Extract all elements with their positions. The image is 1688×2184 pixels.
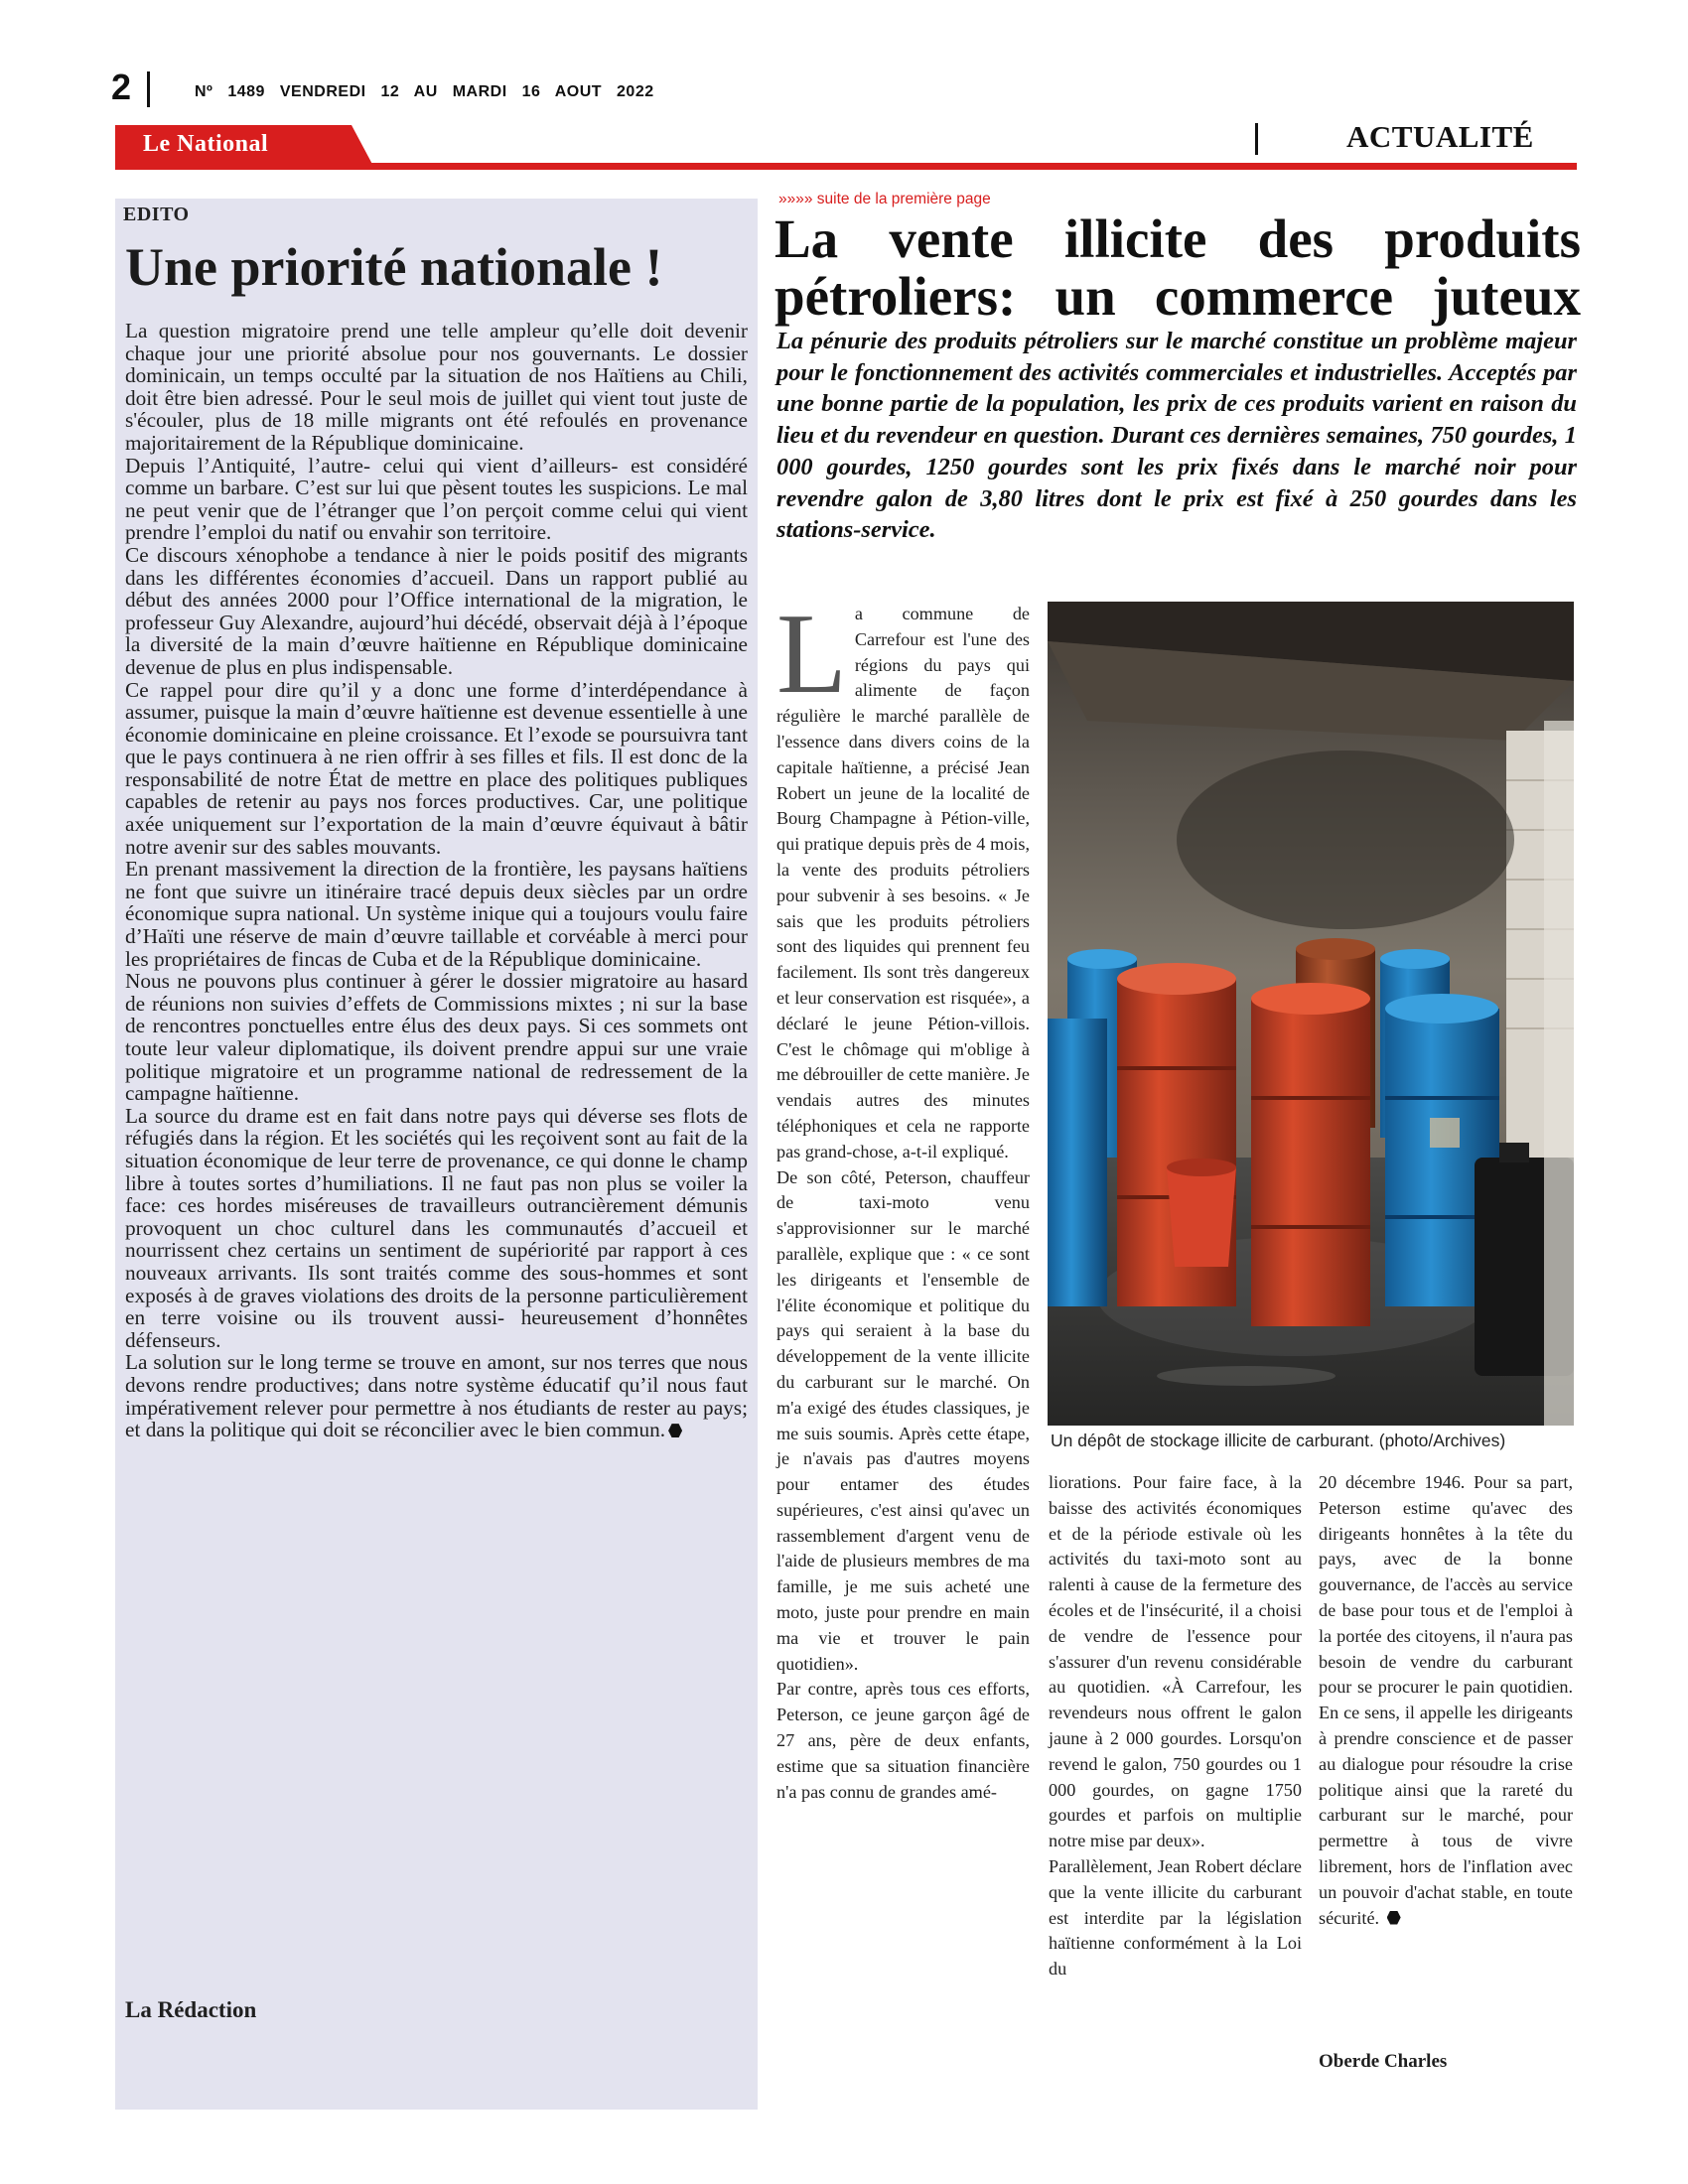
edito-paragraph: En prenant massivement la direction de la frontière, les paysans haïtiens ne font que suivre un itinéraire tracé depuis deux siècles par un ordre économique supra national. Un système inique qui a toujours voulu faire d’Haïti une réserve de main d’œuvre taillable et corvéable à merci pour les propriétaires de fincas de Cuba et de la République dominicaine.: [125, 857, 748, 971]
article-paragraph-text: 20 décembre 1946. Pour sa part, Peterson estime qu'avec des dirigeants honnêtes à la tête du pays, avec de la bonne gouvernance, de l'accès au service de base pour tous et de l'emploi à la portée des citoyens, il n'aura pas besoin de vendre du carburant pour se procurer le pain quotidien. En ce sens, il appelle les dirigeants à prendre conscience et de passer au dialogue pour résoudre la crise politique ainsi que la rareté du carburant sur le marché, pour permettre à tous de vivre librement, hors de l'inflation avec un pouvoir d'achat stable, en toute sécurité.: [1319, 1472, 1573, 1928]
section-divider: [1255, 123, 1258, 155]
issue-date-line: Nº 1489 VENDREDI 12 AU MARDI 16 AOUT 2022: [195, 83, 654, 100]
newspaper-brand: Le National: [143, 131, 269, 157]
article-signature: Oberde Charles: [1319, 2051, 1448, 2072]
article-paragraph: liorations. Pour faire face, à la baisse des activités économiques et de la période estivale où les activités du taxi-moto sont au ralenti à cause de la fermeture des écoles et de l'insécurité, il a choisi de vendre de l'essence pour s'assurer d'un revenu considérable au quotidien. «À Carrefour, les revendeurs nous offrent le galon jaune à 2 000 gourdes. Lorsqu'on revend le galon, 750 gourdes ou 1 000 gourdes, on gagne 1750 gourdes et parfois on multiplie notre mise par deux».: [1049, 1472, 1302, 1851]
article-paragraph: Parallèlement, Jean Robert déclare que la vente illicite du carburant est interdite par la législation haïtienne conformément à la Loi du: [1049, 1855, 1302, 1979]
article-headline: La vente illicite des produits pétroliers: un commerce juteux: [774, 208, 1581, 327]
fuel-drums-photo-illustration: [1048, 602, 1574, 1426]
article-column-2: [1049, 1470, 1302, 1982]
page-number: 2: [111, 67, 132, 107]
article-column-1: [776, 591, 1030, 1805]
article-paragraph: De son côté, Peterson, chauffeur de taxi-moto venu s'approvisionner sur le marché parallèle, explique que : « ce sont les dirigeants et l'ensemble de l'élite économique et politique du pays qui seraient à la base du développement de la vente illicite du carburant sur le marché. On m'a exigé des études classiques, je me suis soumis. Après cette étape, je n'avais pas d'autres moyens pour entamer des études supérieures, c'est ainsi qu'avec un rassemblement d'argent venu de l'aide de plusieurs membres de ma famille, je me suis acheté une moto, juste pour prendre en main ma vie et trouver le pain quotidien».: [776, 1166, 1030, 1674]
article-column-3: [1319, 1470, 1573, 1931]
end-of-article-icon: [668, 1424, 682, 1437]
edito-paragraph: La source du drame est en fait dans notre pays qui déverse ses flots de réfugiés dans la région. Et les sociétés qui les reçoivent sont au fait de la situation économique de leur terre de provenance, ce qui donne le champ libre à toutes sortes d’humiliations. Il ne faut pas non plus se voiler la face: ces hordes miséreuses de travailleurs outrancièrement démunis provoquent un choc culturel dans les communautés d’accueil et nourrissent chez certains un sentiment de supériorité par rapport à ces nouveaux arrivants. Ils sont traités comme des sous-hommes et sont exposés à de graves violations des droits de la personne particulièrement en terre voisine ou ils trouvent aussi- heureusement d’honnêtes défenseurs.: [125, 1103, 748, 1352]
photo-caption: Un dépôt de stockage illicite de carburant. (photo/Archives): [1051, 1431, 1506, 1450]
section-title: ACTUALITÉ: [1346, 119, 1534, 154]
end-of-article-icon: [1387, 1911, 1401, 1925]
edito-paragraph: La question migratoire prend une telle ampleur qu’elle doit devenir chaque jour une priorité absolue pour nos gouvernants. Le dossier dominicain, un temps occulté par la situation de nos Haïtiens au Chili, doit être bien adressé. Pour le seul mois de juillet qui vient tout juste de s'écouler, plus de 18 mille migrants ont été refoulés en provenance majoritairement de la République dominicaine.: [125, 319, 748, 455]
edito-signature: La Rédaction: [125, 1997, 257, 2022]
edito-kicker: EDITO: [123, 204, 190, 225]
page-number-divider: [147, 71, 150, 107]
edito-paragraph: Nous ne pouvons plus continuer à gérer le dossier migratoire au hasard de réunions non suivies d’effets de Commissions mixtes ; ni sur la base de rencontres ponctuelles entre élus des deux pays. Si ces sommets ont toute leur valeur diplomatique, ils doivent prendre appui sur une vraie politique migratoire et un programme national de redressement de la campagne haïtienne.: [125, 969, 748, 1106]
article-paragraph: Par contre, après tous ces efforts, Peterson, ce jeune garçon âgé de 27 ans, père de deux enfants, estime que sa situation financière n'a pas connu de grandes amé-: [776, 1679, 1030, 1802]
edito-paragraph: Ce discours xénophobe a tendance à nier le poids positif des migrants dans les différentes économies d’accueil. Dans un rapport publié au début des années 2000 pour l’Office international de la migration, le professeur Guy Alexandre, aujourd’hui décédé, observait déjà à l’époque la diversité de la main d’œuvre haïtienne en République dominicaine devenue de plus en plus indispensable.: [125, 542, 748, 679]
article-lead: La pénurie des produits pétroliers sur le marché constitue un problème majeur pour le fonctionnement des activités commerciales et industrielles. Acceptés par une bonne partie de la population, les prix de ces produits varient en raison du lieu et du revendeur en question. Durant ces dernières semaines, 750 gourdes, 1 000 gourdes, 1250 gourdes sont les prix fixés dans le marché noir pour revendre galon de 3,80 litres dont le prix est fixé à 250 gourdes dans les stations-service.: [776, 328, 1577, 544]
edito-paragraph: Ce rappel pour dire qu’il y a donc une forme d’interdépendance à assumer, puisque la main d’œuvre haïtienne est devenue essentielle à une économie dominicaine en pleine croissance. Et l’exode se poursuivra tant que le pays continuera à ne rien offrir à ses filles et fils. Il est donc de la responsabilité de notre État de mettre en place des politiques publiques capables de retenir au pays nos forces productives. Car, une politique axée uniquement sur l’exportation de la main d’œuvre équivaut à bâtir notre avenir sur des sables mouvants.: [125, 677, 748, 859]
article-paragraph-last: [1319, 1470, 1573, 1931]
edito-paragraph-text: La solution sur le long terme se trouve en amont, sur nos terres que nous devons rendre productives; dans notre système éducatif qu’il nous faut impérativement relever pour permettre à nos étudiants de rester au pays; et dans la politique qui doit se réconcilier avec le bien commun.: [125, 1350, 748, 1442]
edito-paragraph: Depuis l’Antiquité, l’autre- celui qui vient d’ailleurs- est considéré comme un barbare. C’est sur lui que pèsent toutes les suspicions. Le mal ne peut venir que de l’étranger que l’on perçoit comme celui qui vient prendre l’emploi du natif ou envahir son territoire.: [125, 453, 748, 545]
drop-cap: L: [776, 591, 847, 718]
edito-title: Une priorité nationale !: [125, 237, 663, 297]
edito-paragraph-last: [125, 1351, 748, 1440]
edito-body: [125, 320, 748, 1441]
article-photo: [1048, 602, 1574, 1426]
continued-from-front-page: »»»» suite de la première page: [778, 191, 991, 207]
article-paragraph-text: a commune de Carrefour est l'une des régions du pays qui alimente de façon régulière le marché parallèle de l'essence dans divers coins de la capitale haïtienne, a précisé Jean Robert un jeune de la localité de Bourg Champagne à Pétion-ville, qui pratique depuis près de 4 mois, la vente des produits pétroliers pour subvenir à ses besoins. « Je sais que les produits pétroliers sont des liquides qui prennent feu facilement. Ils sont très dangereux et leur conservation est risquée», a déclaré le jeune Pétion-villois. C'est le chômage qui m'oblige à me débrouiller de cette manière. Je vendais autres des minutes téléphoniques et cela ne rapporte pas grand-chose, a-t-il expliqué.: [776, 604, 1030, 1161]
article-paragraph: [776, 591, 1030, 1165]
